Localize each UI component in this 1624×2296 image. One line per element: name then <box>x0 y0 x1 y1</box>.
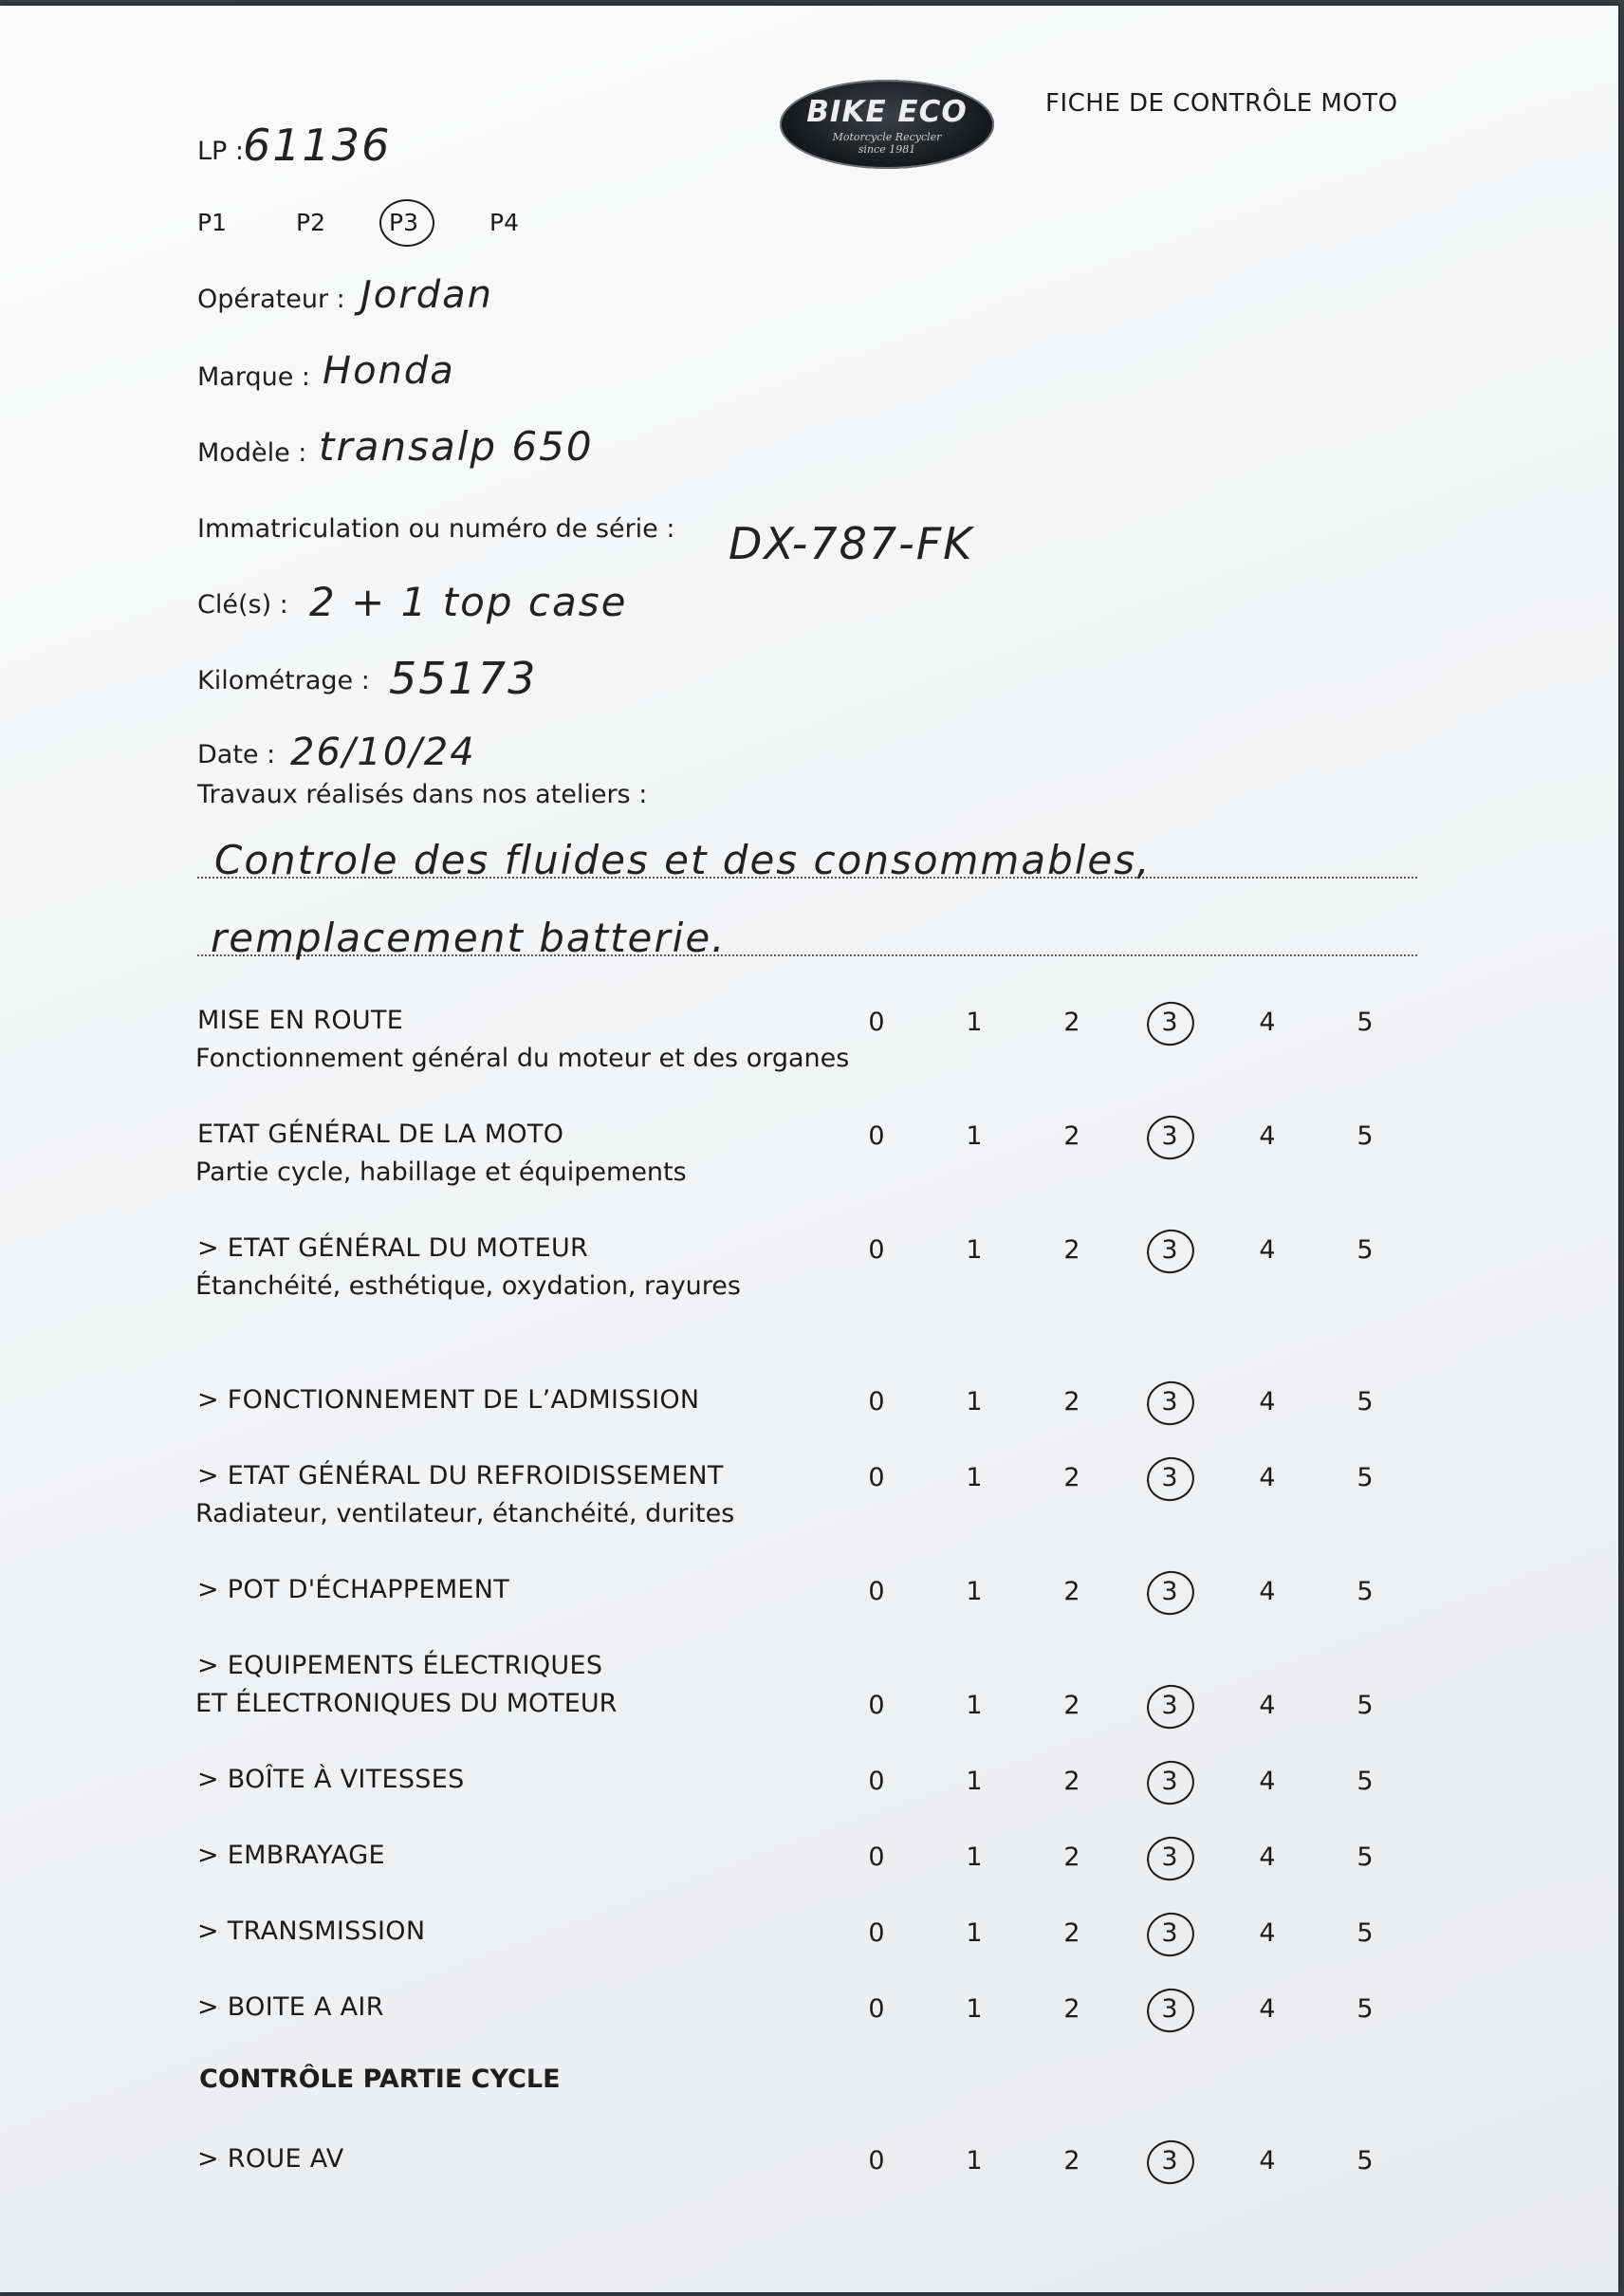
row-title: > ETAT GÉNÉRAL DU MOTEUR <box>197 1233 589 1263</box>
score-option-3[interactable]: 3 <box>1161 1691 1178 1720</box>
score-option-0[interactable]: 0 <box>868 2146 885 2176</box>
cycle-section-title: CONTRÔLE PARTIE CYCLE <box>199 2065 561 2094</box>
score-option-5[interactable]: 5 <box>1356 1463 1374 1492</box>
score-option-4[interactable]: 4 <box>1259 1918 1276 1948</box>
score-option-3[interactable]: 3 <box>1161 1918 1178 1948</box>
score-option-1[interactable]: 1 <box>966 1235 983 1265</box>
logo-since: since 1981 <box>858 143 916 156</box>
work-line-1[interactable]: Controle des fluides et des consommables, <box>214 837 1152 883</box>
row-title: ETAT GÉNÉRAL DE LA MOTO <box>197 1120 564 1149</box>
score-option-3[interactable]: 3 <box>1161 1463 1178 1492</box>
score-option-4[interactable]: 4 <box>1259 1008 1276 1037</box>
date-value[interactable]: 26/10/24 <box>290 731 476 774</box>
score-option-5[interactable]: 5 <box>1356 1994 1374 2024</box>
score-option-2[interactable]: 2 <box>1063 1008 1080 1037</box>
score-option-2[interactable]: 2 <box>1063 1235 1080 1265</box>
score-option-2[interactable]: 2 <box>1063 1918 1080 1948</box>
row-subtitle: Étanchéité, esthétique, oxydation, rayures <box>195 1271 741 1301</box>
row-title: > BOÎTE À VITESSES <box>197 1765 465 1794</box>
score-option-2[interactable]: 2 <box>1063 1994 1080 2024</box>
score-option-0[interactable]: 0 <box>868 1994 885 2024</box>
score-option-1[interactable]: 1 <box>966 1842 983 1872</box>
score-option-0[interactable]: 0 <box>868 1121 885 1151</box>
position-p1[interactable]: P1 <box>197 209 227 236</box>
score-option-4[interactable]: 4 <box>1259 1387 1276 1416</box>
score-option-0[interactable]: 0 <box>868 1577 885 1606</box>
row-title: > BOITE A AIR <box>197 1992 384 2022</box>
score-option-4[interactable]: 4 <box>1259 1577 1276 1606</box>
score-option-1[interactable]: 1 <box>966 1691 983 1720</box>
score-option-5[interactable]: 5 <box>1356 1008 1374 1037</box>
registration-value[interactable]: DX-787-FK <box>729 518 974 569</box>
score-option-5[interactable]: 5 <box>1356 1918 1374 1948</box>
logo-tagline: Motorcycle Recycler <box>832 131 942 143</box>
bike-eco-logo <box>780 80 994 169</box>
logo-text: BIKE ECO <box>806 95 968 129</box>
position-p3[interactable]: P3 <box>389 209 418 236</box>
score-selected-circle <box>1143 1566 1198 1619</box>
score-selected-circle <box>1143 2136 1198 2188</box>
score-option-1[interactable]: 1 <box>966 1463 983 1492</box>
row-title: MISE EN ROUTE <box>197 1006 404 1035</box>
score-selected-circle <box>1143 1756 1198 1808</box>
score-option-3[interactable]: 3 <box>1161 1235 1178 1265</box>
score-selected-circle <box>1143 1680 1198 1732</box>
score-selected-circle <box>1143 1225 1198 1277</box>
score-option-2[interactable]: 2 <box>1063 1767 1080 1796</box>
mileage-label: Kilométrage : <box>197 666 370 695</box>
lp-value[interactable]: 61136 <box>243 120 392 171</box>
score-option-0[interactable]: 0 <box>868 1842 885 1872</box>
row-title: > EMBRAYAGE <box>197 1841 385 1870</box>
score-option-0[interactable]: 0 <box>868 1008 885 1037</box>
row-title: > ETAT GÉNÉRAL DU REFROIDISSEMENT <box>197 1461 724 1491</box>
document-title: FICHE DE CONTRÔLE MOTO <box>1045 89 1398 118</box>
score-option-3[interactable]: 3 <box>1161 1577 1178 1606</box>
row-title: > FONCTIONNEMENT DE L’ADMISSION <box>197 1385 700 1415</box>
score-option-4[interactable]: 4 <box>1259 1767 1276 1796</box>
score-option-4[interactable]: 4 <box>1259 1691 1276 1720</box>
score-option-1[interactable]: 1 <box>966 1767 983 1796</box>
position-p2[interactable]: P2 <box>296 209 325 236</box>
score-option-3[interactable]: 3 <box>1161 1842 1178 1872</box>
work-label: Travaux réalisés dans nos ateliers : <box>197 780 648 809</box>
model-label: Modèle : <box>197 438 307 468</box>
registration-label: Immatriculation ou numéro de série : <box>197 514 675 544</box>
score-selected-circle <box>1143 1832 1198 1884</box>
score-option-0[interactable]: 0 <box>868 1691 885 1720</box>
score-option-0[interactable]: 0 <box>868 1767 885 1796</box>
row-subtitle: Fonctionnement général du moteur et des organes <box>195 1044 850 1073</box>
row-title: > TRANSMISSION <box>197 1916 426 1946</box>
score-option-0[interactable]: 0 <box>868 1387 885 1416</box>
score-option-3[interactable]: 3 <box>1161 2146 1178 2176</box>
score-option-3[interactable]: 3 <box>1161 1121 1178 1151</box>
score-option-2[interactable]: 2 <box>1063 1121 1080 1151</box>
score-option-1[interactable]: 1 <box>966 1577 983 1606</box>
row-subtitle: Radiateur, ventilateur, étanchéité, durites <box>195 1499 735 1528</box>
score-option-5[interactable]: 5 <box>1356 1691 1374 1720</box>
score-option-2[interactable]: 2 <box>1063 1691 1080 1720</box>
mileage-value[interactable]: 55173 <box>389 653 538 704</box>
brand-value[interactable]: Honda <box>323 349 455 393</box>
row-title: > POT D'ÉCHAPPEMENT <box>197 1575 510 1604</box>
score-selected-circle <box>1143 997 1198 1049</box>
score-option-1[interactable]: 1 <box>966 2146 983 2176</box>
score-option-5[interactable]: 5 <box>1356 1387 1374 1416</box>
date-label: Date : <box>197 740 276 769</box>
score-selected-circle <box>1143 1453 1198 1505</box>
score-option-4[interactable]: 4 <box>1259 1121 1276 1151</box>
score-option-1[interactable]: 1 <box>966 1121 983 1151</box>
score-option-3[interactable]: 3 <box>1161 1767 1178 1796</box>
score-option-5[interactable]: 5 <box>1356 2146 1374 2176</box>
score-option-5[interactable]: 5 <box>1356 1577 1374 1606</box>
score-option-5[interactable]: 5 <box>1356 1121 1374 1151</box>
score-option-0[interactable]: 0 <box>868 1235 885 1265</box>
score-option-4[interactable]: 4 <box>1259 1994 1276 2024</box>
score-selected-circle <box>1143 1908 1198 1960</box>
score-selected-circle <box>1143 1377 1198 1429</box>
brand-label: Marque : <box>197 362 311 392</box>
row-title: > EQUIPEMENTS ÉLECTRIQUES <box>197 1651 603 1680</box>
model-value[interactable]: transalp 650 <box>319 423 594 470</box>
operator-value[interactable]: Jordan <box>360 273 493 317</box>
score-option-0[interactable]: 0 <box>868 1918 885 1948</box>
score-option-1[interactable]: 1 <box>966 1387 983 1416</box>
score-option-4[interactable]: 4 <box>1259 1235 1276 1265</box>
keys-value[interactable]: 2 + 1 top case <box>309 579 628 625</box>
score-option-1[interactable]: 1 <box>966 1994 983 2024</box>
score-option-4[interactable]: 4 <box>1259 2146 1276 2176</box>
score-option-0[interactable]: 0 <box>868 1463 885 1492</box>
score-option-5[interactable]: 5 <box>1356 1842 1374 1872</box>
score-selected-circle <box>1143 1111 1198 1163</box>
control-sheet <box>0 6 1618 2292</box>
lp-label: LP : <box>197 137 245 166</box>
cycle-row-title: > ROUE AV <box>197 2144 344 2174</box>
score-selected-circle <box>1143 1984 1198 2036</box>
keys-label: Clé(s) : <box>197 590 288 620</box>
position-selected-circle <box>379 199 434 247</box>
row-subtitle: Partie cycle, habillage et équipements <box>195 1157 687 1187</box>
score-option-5[interactable]: 5 <box>1356 1767 1374 1796</box>
score-option-1[interactable]: 1 <box>966 1918 983 1948</box>
score-option-4[interactable]: 4 <box>1259 1842 1276 1872</box>
score-option-3[interactable]: 3 <box>1161 1994 1178 2024</box>
work-line-2[interactable]: remplacement batterie. <box>211 915 727 961</box>
score-option-2[interactable]: 2 <box>1063 1577 1080 1606</box>
score-option-5[interactable]: 5 <box>1356 1235 1374 1265</box>
operator-label: Opérateur : <box>197 285 345 314</box>
score-option-1[interactable]: 1 <box>966 1008 983 1037</box>
score-option-3[interactable]: 3 <box>1161 1008 1178 1037</box>
score-option-3[interactable]: 3 <box>1161 1387 1178 1416</box>
score-option-2[interactable]: 2 <box>1063 1842 1080 1872</box>
score-option-2[interactable]: 2 <box>1063 2146 1080 2176</box>
position-p4[interactable]: P4 <box>489 209 519 236</box>
row-subtitle: ET ÉLECTRONIQUES DU MOTEUR <box>195 1689 618 1718</box>
score-option-2[interactable]: 2 <box>1063 1463 1080 1492</box>
score-option-4[interactable]: 4 <box>1259 1463 1276 1492</box>
score-option-2[interactable]: 2 <box>1063 1387 1080 1416</box>
